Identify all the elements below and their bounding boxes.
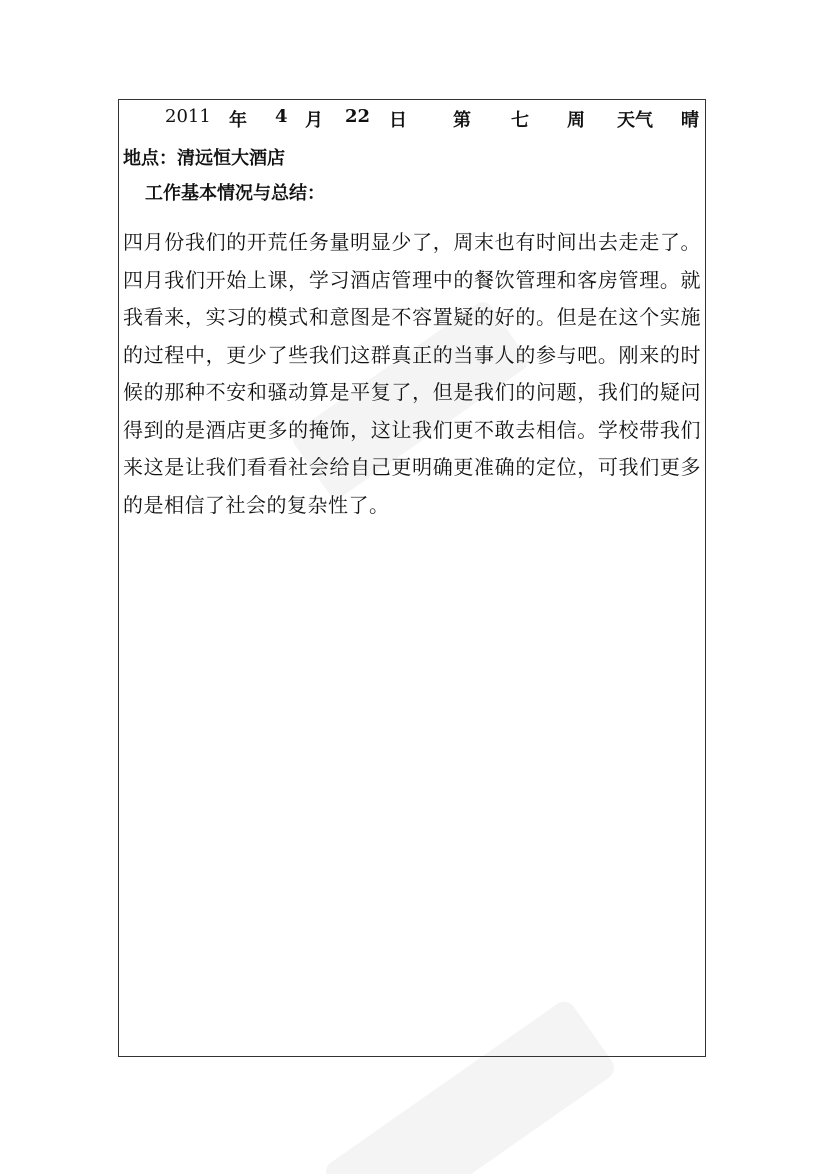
summary-paragraph: 四月份我们的开荒任务量明显少了，周末也有时间出去走走了。四月我们开始上课，学习酒店管理中的餐饮管理和客房管理。就我看来，实习的模式和意图是不容置疑的好的。但是在这个实施的过程中，更少了些我们这群真正的当事人的参与吧。刚来的时候的那种不安和骚动算是平复了，但是我们的问题，我们的疑问得到的是酒店更多的掩饰，这让我们更不敢去相信。学校带我们来这是让我们看看社会给自己更明确更准确的定位，可我们更多的是相信了社会的复杂性了。 — [123, 230, 701, 517]
date-header — [119, 100, 705, 132]
date-month-unit: 月 — [305, 110, 323, 131]
weather-value: 晴 — [681, 110, 699, 131]
date-month: 4 — [275, 106, 288, 127]
week-prefix: 第 — [453, 110, 471, 131]
journal-entry-box — [118, 99, 706, 1057]
weather-label: 天气 — [617, 110, 653, 131]
week-number: 七 — [511, 110, 529, 131]
date-day: 22 — [345, 106, 371, 127]
date-year-unit: 年 — [229, 110, 247, 131]
section-heading: 工作基本情况与总结： — [145, 183, 325, 204]
location-line: 地点：清远恒大酒店 — [123, 148, 285, 169]
date-year: 2011 — [165, 106, 211, 127]
week-unit: 周 — [567, 110, 585, 131]
date-day-unit: 日 — [389, 110, 407, 131]
